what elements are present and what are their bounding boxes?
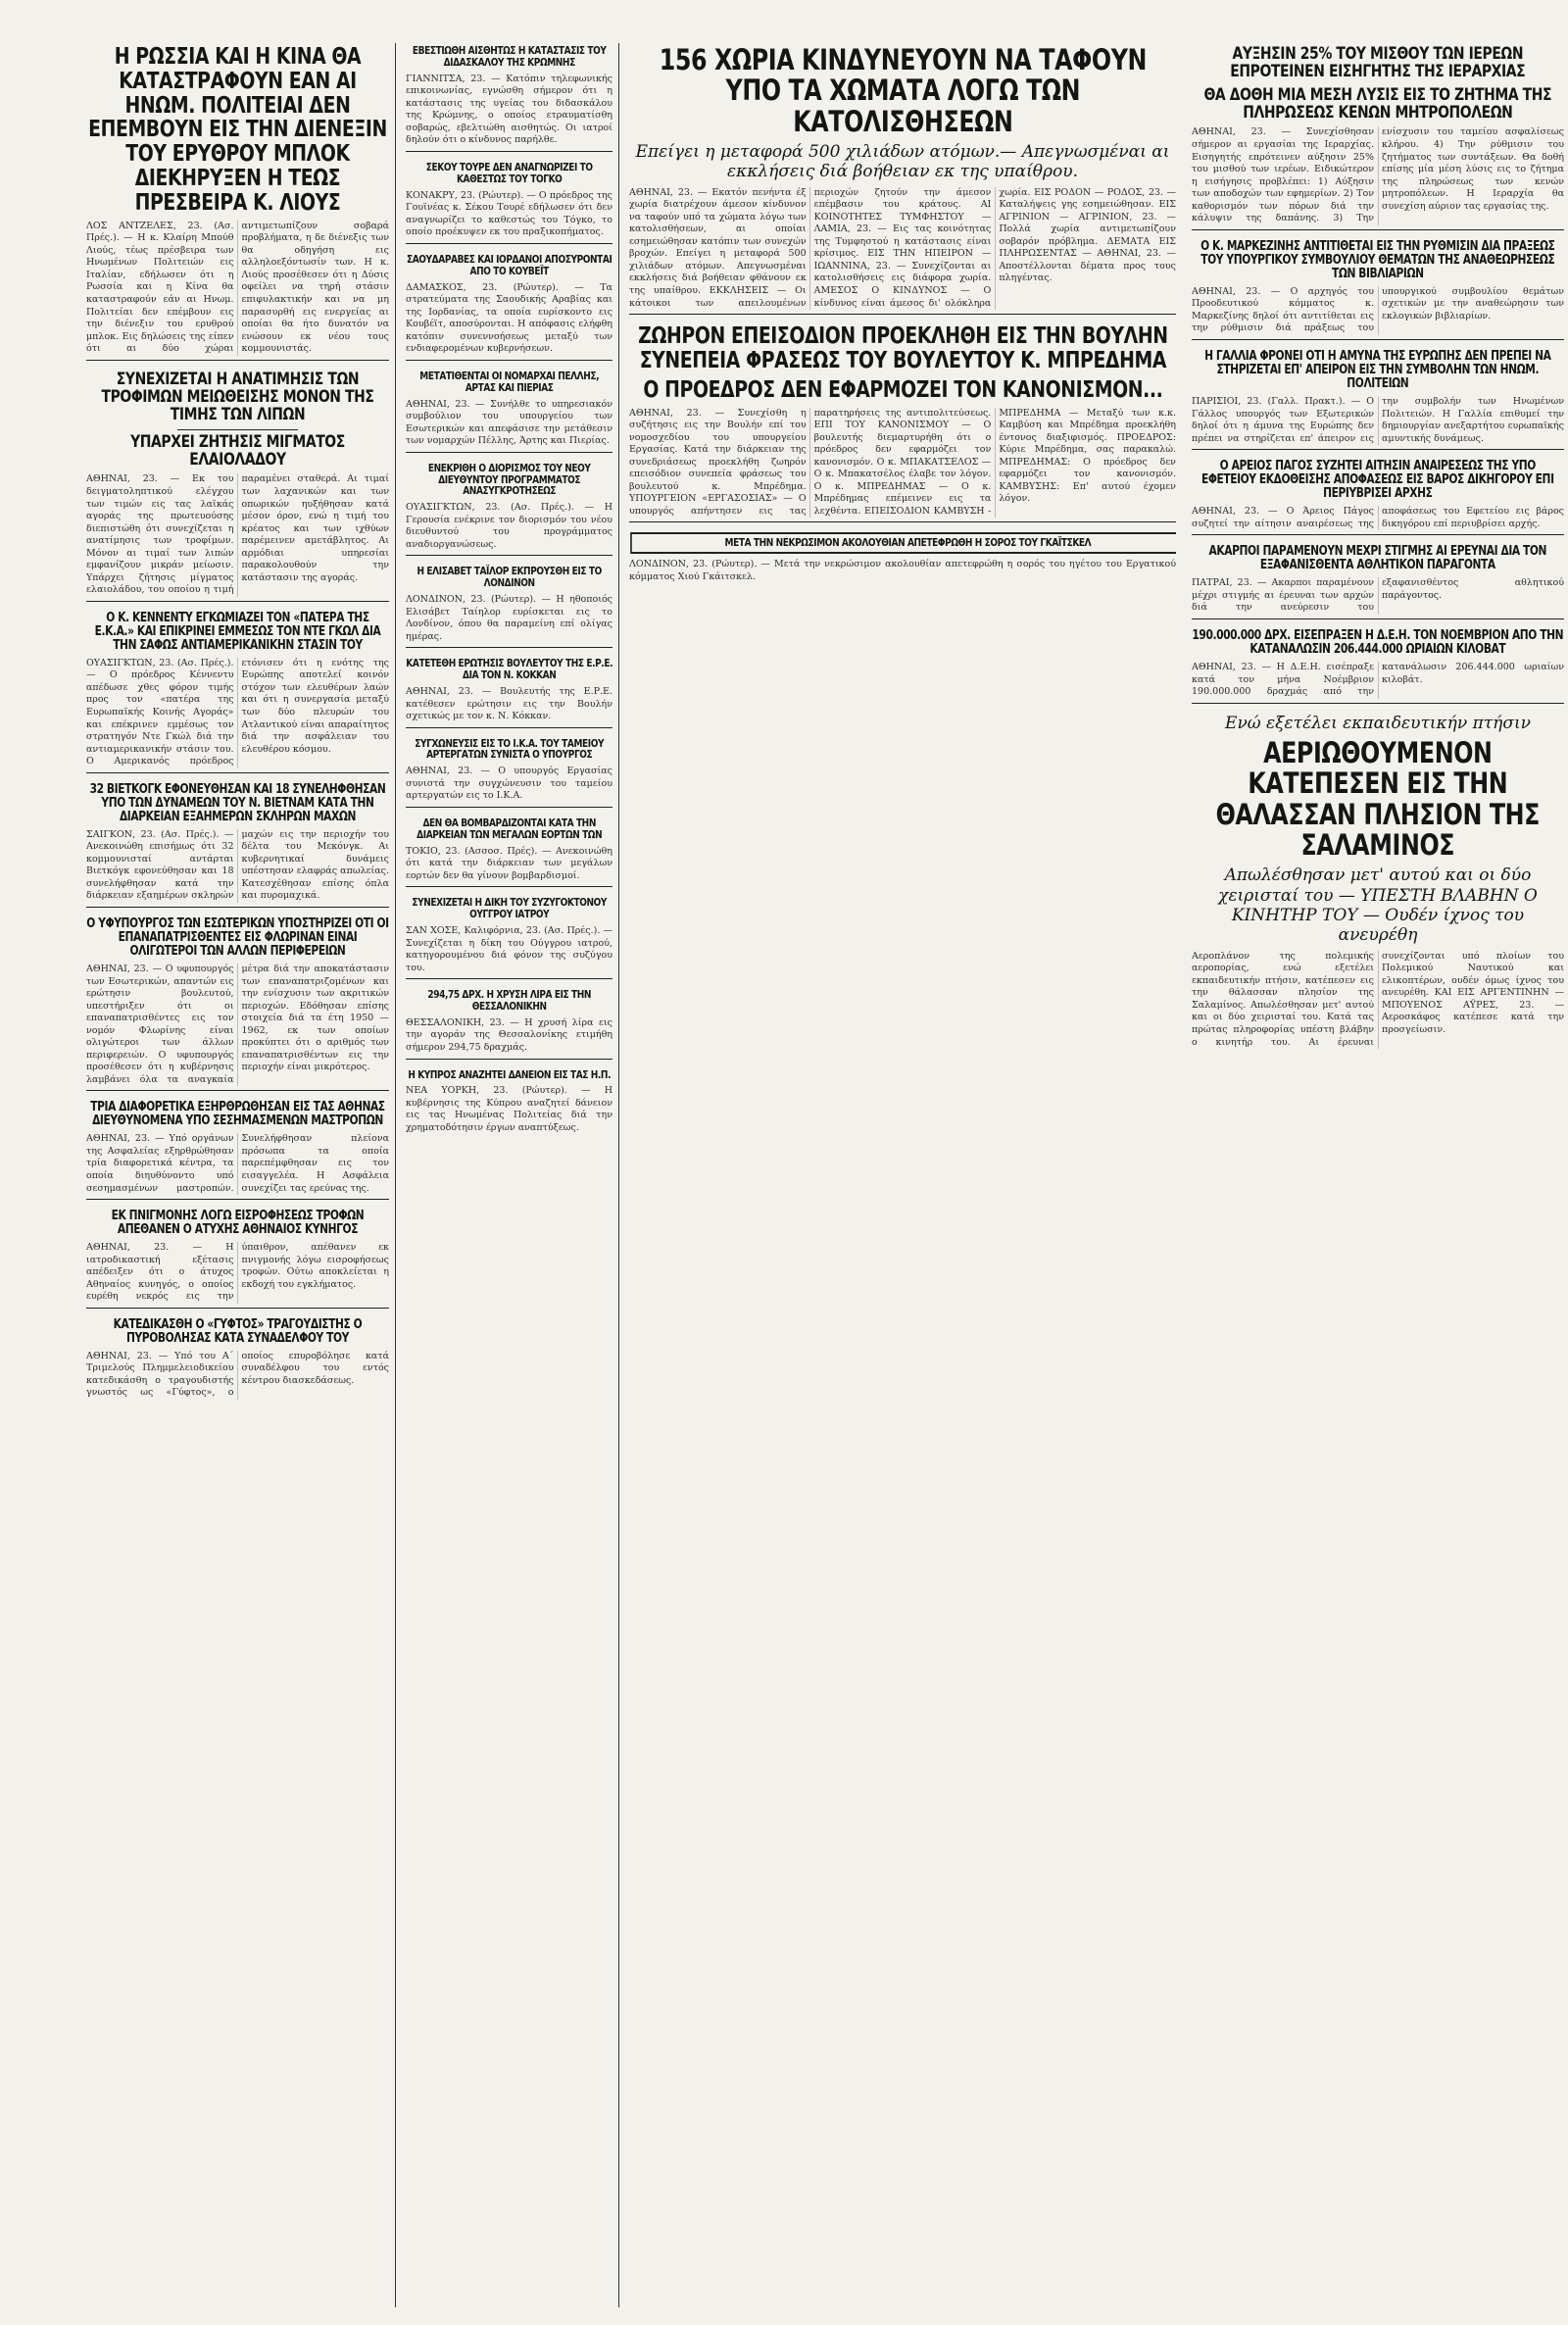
article-body: ΛΟΝΔΙΝΟΝ, 23. (Ρώυτερ). — Μετά την νεκρώσιμον ακολουθίαν απετεφρώθη η σορός του ηγέτου του Εργατικού κόμματος Χιού Γκάιτσκελ. <box>629 559 1176 582</box>
article-body: ΑΘΗΝΑΙ, 23. — Η ιατροδικαστική εξέτασις απέδειξεν ότι ο άτυχος Αθηναίος κυνηγός, ο οποίος ευρέθη νεκρός εις την ύπαιθρον, απέθανεν εκ πνιγμονής λόγω εισροφήσεως τροφών. Ούτω αποκλείεται η εκδοχή του εγκλήματος. <box>86 1242 389 1303</box>
article-body: ΠΑΤΡΑΙ, 23. — Ακαρποι παραμένουν μέχρι στιγμής αι έρευναι των αρχών διά την ανεύρεσιν του εξαφανισθέντος αθλητικού παράγοντος. <box>1192 577 1564 614</box>
article-body: ΑΘΗΝΑΙ, 23. — Βουλευτής της Ε.Ρ.Ε. κατέθεσεν ερώτησιν εις την Βουλήν σχετικώς με τον κ. Ν. Κόκκαν. <box>406 686 612 722</box>
article-gold <box>406 987 612 1059</box>
article-headline: ΖΩΗΡΟΝ ΕΠΕΙΣΟΔΙΟΝ ΠΡΟΕΚΛΗΘΗ ΕΙΣ ΤΗΝ ΒΟΥΛΗΝ ΣΥΝΕΠΕΙΑ ΦΡΑΣΕΩΣ ΤΟΥ ΒΟΥΛΕΥΤΟΥ Κ. ΜΠΡΕΔΗΜΑ <box>637 323 1168 373</box>
article-subhead: Επείγει η μεταφορά 500 χιλιάδων ατόμων.— Απεγνωσμέναι αι εκκλήσεις διά βοήθειαν εκ της υπαίθρου. <box>635 141 1170 182</box>
article-parliament <box>629 322 1176 522</box>
article-landslides <box>629 43 1176 315</box>
column-3 <box>623 43 1182 2307</box>
article-headline: 294,75 ΔΡΧ. Η ΧΡΥΣΗ ΛΙΡΑ ΕΙΣ ΤΗΝ ΘΕΣΣΑΛΟΝΙΚΗΝ <box>427 988 591 1014</box>
article-headline: ΣΥΓΧΩΝΕΥΣΙΣ ΕΙΣ ΤΟ Ι.Κ.Α. ΤΟΥ ΤΑΜΕΙΟΥ ΑΡΤΕΡΓΑΤΩΝ ΣΥΝΙΣΤΑ Ο ΥΠΟΥΡΓΟΣ <box>415 736 604 762</box>
article-body: ΔΑΜΑΣΚΟΣ, 23. (Ρώυτερ). — Τα στρατεύματα της Σαουδικής Αραβίας και της Ιορδανίας, τα οποία ευρίσκοντο εις Κουβέϊτ, αποσύρονται. Η απόφασις ελήφθη κατόπιν συνεννοήσεως μεταξύ των ενδιαφερομένων κυβερνήσεων. <box>406 281 612 355</box>
article-headline: ΜΕΤΑΤΙΘΕΝΤΑΙ ΟΙ ΝΟΜΑΡΧΑΙ ΠΕΛΛΗΣ, ΑΡΤΑΣ ΚΑΙ ΠΙΕΡΙΑΣ <box>419 369 599 394</box>
article-bombing <box>406 816 612 887</box>
article-headline: ΣΕΚΟΥ ΤΟΥΡΕ ΔΕΝ ΑΝΑΓΝΩΡΙΖΕΙ ΤΟ ΚΑΘΕΣΤΩΣ ΤΟΥ ΤΟΓΚΟ <box>425 160 593 185</box>
article-headline: ΜΕΤΑ ΤΗΝ ΝΕΚΡΩΣΙΜΟΝ ΑΚΟΛΟΥΘΙΑΝ ΑΠΕΤΕΦΡΩΘΗ Η ΣΟΡΟΣ ΤΟΥ ΓΚΑΪΤΣΚΕΛ <box>630 532 1176 554</box>
article-markezinis <box>1192 238 1564 340</box>
article-headline: Ο ΠΡΟΕΔΡΟΣ ΔΕΝ ΕΦΑΡΜΟΖΕΙ ΤΟΝ ΚΑΝΟΝΙΣΜΟΝ... <box>643 376 1162 403</box>
article-body: ΑΘΗΝΑΙ, 23. — Ο Άρειος Πάγος συζητεί την αίτησιν αναιρέσεως της αποφάσεως του Εφετείου εις βάρος δικηγόρου επί περιυβρίσει αρχής. <box>1192 506 1564 529</box>
article-body: ΑΘΗΝΑΙ, 23. — Εκατόν πενήντα έξ χωρία διατρέχουν άμεσον κίνδυνον να ταφούν υπό τα χώματα λόγω των κατολισθήσεων, αι οποίαι εσημειώθησαν κατόπιν των συνεχών βροχών. Επείγει η μεταφορά 500 χιλιάδων ατόμων. Απεγνωσμέναι εκκλήσεις διά βοήθειαν φθάνουν εκ της υπαίθρου. ΕΚΚΛΗΣΕΙΣ — Οι κάτοικοι των απειλουμένων περιοχών ζητούν την άμεσον επέμβασιν του κράτους. ΑΙ ΚΟΙΝΟΤΗΤΕΣ ΤΥΜΦΗΣΤΟΥ — ΛΑΜΙΑ, 23. — Εις τας κοινότητας της Τυμφηστού η κατάστασις είναι κρίσιμος. ΕΙΣ ΤΗΝ ΗΠΕΙΡΟΝ — ΙΩΑΝΝΙΝΑ, 23. — Συνεχίζονται αι κατολισθήσεις εις διάφορα χωρία. ΑΜΕΣΟΣ Ο ΚΙΝΔΥΝΟΣ — Ο κίνδυνος είναι άμεσος δι' ολόκληρα χωρία. ΕΙΣ ΡΟΔΟΝ — ΡΟΔΟΣ, 23. — Καταλήψεις γης εσημειώθησαν. ΕΙΣ ΑΓΡΙΝΙΟΝ — ΑΓΡΙΝΙΟΝ, 23. — Πολλά χωρία αντιμετωπίζουν σοβαρόν πρόβλημα. ΔΕΜΑΤΑ ΕΙΣ ΠΛΗΡΩΣΕΝΤΑΣ — ΑΘΗΝΑΙ, 23. — Αποστέλλονται δέματα προς τους πληγέντας. <box>629 186 1176 309</box>
article-headline: Ο ΥΦΥΠΟΥΡΓΟΣ ΤΩΝ ΕΣΩΤΕΡΙΚΩΝ ΥΠΟΣΤΗΡΙΖΕΙ ΟΤΙ ΟΙ ΕΠΑΝΑΠΑΤΡΙΣΘΕΝΤΕΣ ΕΙΣ ΦΛΩΡΙΝΑΝ ΕΙΝΑΙ ΟΛΙΓΩΤΕΡΟΙ ΤΩΝ ΑΛΛΩΝ ΠΕΡΙΦΕΡΕΙΩΝ <box>86 915 389 959</box>
article-body: ΘΕΣΣΑΛΟΝΙΚΗ, 23. — Η χρυσή λίρα εις την αγοράν της Θεσσαλονίκης ετιμήθη σήμερον 294,75 δραχμάς. <box>406 1016 612 1053</box>
article-headline: ΚΑΤΕΤΕΘΗ ΕΡΩΤΗΣΙΣ ΒΟΥΛΕΥΤΟΥ ΤΗΣ Ε.Ρ.Ε. ΔΙΑ ΤΟΝ Ν. ΚΟΚΚΑΝ <box>406 657 612 682</box>
column-2 <box>400 43 619 2307</box>
article-body: ΣΑΙΓΚΟΝ, 23. (Ασ. Πρές.). — Ανεκοινώθη επισήμως ότι 32 κομμουνισταί αντάρται Βιετκόγκ εφονεύθησαν και 18 συνελήφθησαν κατά την διάρκειαν εξαημέρων σκληρών μαχών εις την περιοχήν του δέλτα του Μεκόνγκ. Αι κυβερνητικαί δυνάμεις υπέστησαν ελαφράς απωλείας. Κατεσχέθησαν επίσης όπλα και πυρομαχικά. <box>86 828 389 902</box>
article-headline: ΑΥΞΗΣΙΝ 25% ΤΟΥ ΜΙΣΘΟΥ ΤΩΝ ΙΕΡΕΩΝ ΕΠΡΟΤΕΙΝΕΝ ΕΙΣΗΓΗΤΗΣ ΤΗΣ ΙΕΡΑΡΧΙΑΣ <box>1230 44 1526 82</box>
article-headline: 32 ΒΙΕΤΚΟΓΚ ΕΦΟΝΕΥΘΗΣΑΝ ΚΑΙ 18 ΣΥΝΕΛΗΦΘΗΣΑΝ ΥΠΟ ΤΩΝ ΔΥΝΑΜΕΩΝ ΤΟΥ Ν. ΒΙΕΤΝΑΜ ΚΑΤΑ ΤΗΝ ΔΙΑΡΚΕΙΑΝ ΕΞΑΗΜΕΡΩΝ ΣΚΛΗΡΩΝ ΜΑΧΩΝ <box>89 781 386 824</box>
divider <box>177 429 299 430</box>
article-kennedy <box>86 610 389 773</box>
article-taylor <box>406 564 612 648</box>
article-ika <box>406 736 612 808</box>
article-prefects <box>406 369 612 453</box>
article-body: ΑΘΗΝΑΙ, 23. — Συνεχίσθη η συζήτησις εις την Βουλήν επί του νομοσχεδίου του υπουργείου Εργασίας. Κατά την διάρκειαν της συνεδριάσεως προεκλήθη ζωηρόν επεισόδιον συνεπεία φράσεως του βουλευτού κ. Μπρέδημα. ΥΠΟΥΡΓΕΙΟΝ «ΕΡΓΑΣΟΣΙΑΣ» — Ο υπουργός απήντησεν εις τας παρατηρήσεις της αντιπολιτεύσεως. ΕΠΙ ΤΟΥ ΚΑΝΟΝΙΣΜΟΥ — Ο βουλευτής διεμαρτυρήθη ότι ο πρόεδρος δεν εφαρμόζει τον κανονισμόν. Ο κ. ΜΠΑΚΑΤΣΕΛΟΣ — Ο κ. Μπακατσέλος έλαβε τον λόγον. Ο κ. ΜΠΡΕΔΗΜΑΣ — Ο κ. Μπρέδημας επέμεινεν εις τα λεχθέντα. ΕΠΕΙΣΟΔΙΟΝ ΚΑΜΒΥΣΗ - ΜΠΡΕΔΗΜΑ — Μεταξύ των κ.κ. Καμβύση και Μπρέδημα προεκλήθη έντονος διαξιφισμός. ΠΡΟΕΔΡΟΣ: Κύριε Μπρέδημα, σας παρακαλώ. ΜΠΡΕΔΗΜΑΣ: Ο πρόεδρος δεν εφαρμόζει τον κανονισμόν. ΚΑΜΒΥΣΗΣ: Επ' αυτού έχομεν λόγον. <box>629 407 1176 517</box>
article-director <box>406 461 612 557</box>
article-dei <box>1192 627 1564 704</box>
article-body: ΑΘΗΝΑΙ, 23. — Συνήλθε το υπηρεσιακόν συμβούλιον του υπουργείου των Εσωτερικών και απεφάσισε την μετάθεσιν των νομαρχών Πέλλης, Άρτης και Πιερίας. <box>406 398 612 447</box>
article-areios-pagos <box>1192 458 1564 535</box>
article-body: ΤΟΚΙΟ, 23. (Ασσοσ. Πρές). — Ανεκοινώθη ότι κατά την διάρκειαν των μεγάλων εορτών δεν θα γίνουν βομβαρδισμοί. <box>406 845 612 881</box>
article-body: ΑΘΗΝΑΙ, 23. — Υπό οργάνων της Ασφαλείας εξηρθρώθησαν τρία διαφορετικά κέντρα, τα οποία διηυθύνοντο υπό σεσημασμένων μαστροπών. Συνελήφθησαν πλείονα πρόσωπα τα οποία παρεπέμφθησαν εις τον εισαγγελέα. Η Ασφάλεια συνεχίζει τας ερεύνας της. <box>86 1133 389 1194</box>
article-gaitskell <box>629 530 1176 587</box>
article-missing <box>1192 543 1564 619</box>
article-body: ΟΥΑΣΙΓΚΤΩΝ, 23. (Ασ. Πρές.). — Ο πρόεδρος Κέννεντυ απέδωσε χθες φόρον τιμής προς τον «πατέρα της Ευρωπαϊκής Κοινής Αγοράς» και επέκρινεν εμμέσως τον στρατηγόν Ντε Γκώλ διά την αντιαμερικανικήν στάσιν του. Ο Αμερικανός πρόεδρος ετόνισεν ότι η ενότης της Ευρώπης αποτελεί κοινόν στόχον των ελευθέρων λαών και ότι η συνεργασία μεταξύ των δύο πλευρών του Ατλαντικού είναι απαραίτητος διά την ασφάλειαν του ελευθέρου κόσμου. <box>86 657 389 767</box>
article-headline: Η ΓΑΛΛΙΑ ΦΡΟΝΕΙ ΟΤΙ Η ΑΜΥΝΑ ΤΗΣ ΕΥΡΩΠΗΣ ΔΕΝ ΠΡΕΠΕΙ ΝΑ ΣΤΗΡΙΖΕΤΑΙ ΕΠ' ΑΠΕΙΡΟΝ ΕΙΣ ΤΗΝ ΣΥΜΒΟΛΗΝ ΤΩΝ ΗΝΩΜ. ΠΟΛΙΤΕΙΩΝ <box>1204 348 1551 391</box>
article-body: ΝΕΑ ΥΟΡΚΗ, 23. (Ρώυτερ). — Η κυβέρνησις της Κύπρου αναζητεί δάνειον εις τας Ηνωμένας Πολιτείας διά την χρηματοδότησιν έργων αναπτύξεως. <box>406 1085 612 1133</box>
article-kuwait <box>406 252 612 361</box>
article-headline: Η ΕΛΙΣΑΒΕΤ ΤΑΪΛΟΡ ΕΚΠΡΟΥΣΘΗ ΕΙΣ ΤΟ ΛΟΝΔΙΝΟΝ <box>416 565 602 590</box>
article-body: ΠΑΡΙΣΙΟΙ, 23. (Γαλλ. Πρακτ.). — Ο Γάλλος υπουργός των Εξωτερικών δηλοί ότι η άμυνα της Ευρώπης δεν πρέπει να στηρίζεται επ' άπειρον εις την συμβολήν των Ηνωμένων Πολιτειών. Η Γαλλία επιθυμεί την δημιουργίαν ανεξαρτήτου ευρωπαϊκής αμυντικής δυνάμεως. <box>1192 396 1564 444</box>
article-trial <box>406 895 612 979</box>
article-body: ΣΑΝ ΧΟΣΕ, Καλιφόρνια, 23. (Ασ. Πρές.). — Συνεχίζεται η δίκη του Ούγγρου ιατρού, κατηγορουμένου διά φόνον της συζύγου του. <box>406 925 612 973</box>
article-headline: Η ΡΩΣΣΙΑ ΚΑΙ Η ΚΙΝΑ ΘΑ ΚΑΤΑΣΤΡΑΦΟΥΝ ΕΑΝ ΑΙ ΗΝΩΜ. ΠΟΛΙΤΕΙΑΙ ΔΕΝ ΕΠΕΜΒΟΥΝ ΕΙΣ ΤΗΝ ΔΙΕΝΕΞΙΝ ΤΟΥ ΕΡΥΘΡΟΥ ΜΠΛΟΚ ΔΙΕΚΗΡΥΞΕΝ Η ΤΕΩΣ ΠΡΕΣΒΕΙΡΑ Κ. ΛΙΟΥΣ <box>88 44 387 216</box>
article-priests <box>1192 43 1564 230</box>
article-food-prices <box>86 369 389 602</box>
article-body: ΑΘΗΝΑΙ, 23. — Ο αρχηγός του Προοδευτικού κόμματος κ. Μαρκεζίνης δηλοί ότι αντιτίθεται εις την ρύθμισιν διά πράξεως του υπουργικού συμβουλίου θεμάτων σχετικών με την αναθεώρησιν των εκλογικών βιβλιαρίων. <box>1192 285 1564 334</box>
article-headline: Ο Κ. ΚΕΝΝΕΝΤΥ ΕΓΚΩΜΙΑΖΕΙ ΤΟΝ «ΠΑΤΕΡΑ ΤΗΣ Ε.Κ.Α.» ΚΑΙ ΕΠΙΚΡΙΝΕΙ ΕΜΜΕΣΩΣ ΤΟΝ ΝΤΕ ΓΚΩΛ ΔΙΑ ΤΗΝ ΣΑΦΩΣ ΑΝΤΙΑΜΕΡΙΚΑΝΙΚΗΝ ΣΤΑΣΙΝ ΤΟΥ <box>94 610 381 653</box>
article-body: ΑΘΗΝΑΙ, 23. — Υπό του Α΄ Τριμελούς Πλημμελειοδικείου κατεδικάσθη ο τραγουδιστής γνωστός ως «Γύφτος», ο οποίος επυροβόλησε κατά συναδέλφου του εντός κέντρου διασκεδάσεως. <box>86 1350 389 1399</box>
article-cyprus <box>406 1067 612 1139</box>
article-florina <box>86 915 389 1091</box>
article-headline: ΘΑ ΔΟΘΗ ΜΙΑ ΜΕΣΗ ΛΥΣΙΣ ΕΙΣ ΤΟ ΖΗΤΗΜΑ ΤΗΣ ΠΛΗΡΩΣΕΩΣ ΚΕΝΩΝ ΜΗΤΡΟΠΟΛΕΩΝ <box>1203 84 1552 124</box>
article-body: ΑΘΗΝΑΙ, 23. — Ο υφυπουργός των Εσωτερικών, απαντών εις ερώτησιν βουλευτού, υπεστήριξεν ότι οι επαναπατρισθέντες εις τον νομόν Φλωρίνης είναι ολιγώτεροι των άλλων περιφερειών. Ο υφυπουργός προσέθεσεν ότι η κυβέρνησις λαμβάνει όλα τα αναγκαία μέτρα διά την αποκατάστασιν των επαναπατριζομένων και την ενίσχυσιν των ακριτικών περιοχών. Εδόθησαν επίσης στοιχεία διά τα έτη 1950 — 1962, εκ των οποίων προκύπτει ότι ο αριθμός των επαναπατρισθέντων εις την περιοχήν είναι μικρότερος. <box>86 964 389 1085</box>
article-body: ΟΥΑΣΙΓΚΤΩΝ, 23. (Ασ. Πρές.). — Η Γερουσία ενέκρινε τον διορισμόν του νέου διευθυντού του προγράμματος αναδιοργανώσεως. <box>406 502 612 550</box>
article-singer <box>86 1316 389 1404</box>
article-russia-china <box>86 43 389 361</box>
article-body: Αεροπλάνον της πολεμικής αεροπορίας, ενώ εξετέλει εκπαιδευτικήν πτήσιν, κατέπεσεν εις την θάλασσαν πλησίον της Σαλαμίνος. Απωλέσθησαν μετ' αυτού και οι δύο χειρισταί του. Κατά τας πρώτας πληροφορίας υπέστη βλάβην ο κινητήρ του. Αι έρευναι συνεχίζονται υπό πλοίων του Πολεμικού Ναυτικού και ελικοπτέρων, ουδέν όμως ίχνος του ανευρέθη. ΚΑΙ ΕΙΣ ΑΡΓΕΝΤΙΝΗΝ — ΜΠΟΥΕΝΟΣ ΑΫΡΕΣ, 23. — Αεροσκάφος κατέπεσε κατά την προσγείωσιν. <box>1192 950 1564 1048</box>
article-body: ΛΟΝΔΙΝΟΝ, 23. (Ρώυτερ). — Η ηθοποιός Ελισάβετ Ταίηλορ ευρίσκεται εις το Λονδίνον, όπου θα παραμείνη επί ολίγας ημέρας. <box>406 594 612 642</box>
article-teacher <box>406 43 612 152</box>
article-body: ΑΘΗΝΑΙ, 23. — Εκ του δειγματοληπτικού ελέγχου των τιμών εις τας λαϊκάς αγοράς της πρωτευούσης διεπιστώθη ότι συνεχίζεται η ανατίμησις των τροφίμων. Μόνον αι τιμαί των λιπών εμφανίζουν μικράν μείωσιν. Υπάρχει ζήτησις μίγματος ελαιολάδου, του οποίου η τιμή παραμένει σταθερά. Αι τιμαί των λαχανικών και των οπωρικών ηυξήθησαν κατά μέσον όρον, ενώ η τιμή του κρέατος και των ιχθύων παρέμεινεν αμετάβλητος. Αι αρμόδιαι υπηρεσίαι παρακολουθούν την κατάστασιν της αγοράς. <box>86 473 389 596</box>
article-body: ΓΙΑΝΝΙΤΣΑ, 23. — Κατόπιν τηλεφωνικής επικοινωνίας, εγνώσθη σήμερον ότι η κατάστασις της υγείας του διδασκάλου της Κρώμνης, ο οποίος ετραυματίσθη σοβαρώς, εβελτιώθη αισθητώς. Οι ιατροί δηλούν ότι ο κίνδυνος παρήλθε. <box>406 73 612 146</box>
article-body: ΑΘΗΝΑΙ, 23. — Ο υπουργός Εργασίας συνιστά την συγχώνευσιν του ταμείου αρτεργατών εις το Ι.Κ.Α. <box>406 766 612 802</box>
article-headline: ΑΚΑΡΠΟΙ ΠΑΡΑΜΕΝΟΥΝ ΜΕΧΡΙ ΣΤΙΓΜΗΣ ΑΙ ΕΡΕΥΝΑΙ ΔΙΑ ΤΟΝ ΕΞΑΦΑΝΙΣΘΕΝΤΑ ΑΘΛΗΤΙΚΟΝ ΠΑΡΑΓΟΝΤΑ <box>1208 544 1547 573</box>
article-headline: Η ΚΥΠΡΟΣ ΑΝΑΖΗΤΕΙ ΔΑΝΕΙΟΝ ΕΙΣ ΤΑΣ Η.Π. <box>408 1067 611 1081</box>
article-hunter <box>86 1208 389 1309</box>
article-headline: ΑΕΡΙΩΘΟΥΜΕΝΟΝ ΚΑΤΕΠΕΣΕΝ ΕΙΣ ΤΗΝ ΘΑΛΑΣΣΑΝ ΠΛΗΣΙΟΝ ΤΗΣ ΣΑΛΑΜΙΝΟΣ <box>1215 735 1541 862</box>
article-athens-raid <box>86 1099 389 1200</box>
article-headline: ΚΑΤΕΔΙΚΑΣΘΗ Ο «ΓΥΦΤΟΣ» ΤΡΑΓΟΥΔΙΣΤΗΣ Ο ΠΥΡΟΒΟΛΗΣΑΣ ΚΑΤΑ ΣΥΝΑΔΕΛΦΟΥ ΤΟΥ <box>113 1316 363 1346</box>
article-headline: 156 ΧΩΡΙΑ ΚΙΝΔΥΝΕΥΟΥΝ ΝΑ ΤΑΦΟΥΝ ΥΠΟ ΤΑ ΧΩΜΑΤΑ ΛΟΓΩ ΤΩΝ ΚΑΤΟΛΙΣΘΗΣΕΩΝ <box>659 43 1147 138</box>
article-body: ΑΘΗΝΑΙ, 23. — Η Δ.Ε.Η. εισέπραξε κατά τον μήνα Νοέμβριον 190.000.000 δραχμάς από την κατανάλωσιν 206.444.000 ωριαίων κιλοβάτ. <box>1192 662 1564 698</box>
article-france <box>1192 348 1564 450</box>
article-headline: ΕΚ ΠΝΙΓΜΟΝΗΣ ΛΟΓΩ ΕΙΣΡΟΦΗΣΕΩΣ ΤΡΟΦΩΝ ΑΠΕΘΑΝΕΝ Ο ΑΤΥΧΗΣ ΑΘΗΝΑΙΟΣ ΚΥΝΗΓΟΣ <box>111 1209 365 1238</box>
article-kokkas <box>406 656 612 727</box>
article-body: ΛΟΣ ΑΝΤΖΕΛΕΣ, 23. (Ασ. Πρές.). — Η κ. Κλαίρη Μπούθ Λιούς, τέως πρέσβειρα των Ηνωμένων Πολιτειών εις Ιταλίαν, εδήλωσεν ότι η Ρωσσία και η Κίνα θα καταστραφούν εάν αι Ηνωμ. Πολιτείαι δεν επέμβουν εις την διένεξιν του ερυθρού μπλοκ. Εις δηλώσεις της είπεν ότι αι δύο χώραι αντιμετωπίζουν σοβαρά προβλήματα, η δε διένεξις των θα οδηγήση εις αλληλοεξόντωσίν των. Η κ. Λιούς προσέθεσεν ότι η Δύσις οφείλει να τηρή στάσιν επιφυλακτικήν και να μη παρασυρθή εις ενεργείας αι οποίαι θα ήτο δυνατόν να ενώσουν εκ νέου τους κομμουνιστάς. <box>86 220 389 355</box>
article-headline: ΔΕΝ ΘΑ ΒΟΜΒΑΡΔΙΖΟΝΤΑΙ ΚΑΤΑ ΤΗΝ ΔΙΑΡΚΕΙΑΝ ΤΩΝ ΜΕΓΑΛΩΝ ΕΟΡΤΩΝ ΤΩΝ <box>416 816 603 841</box>
article-jet-crash <box>1192 712 1564 1053</box>
article-body: ΑΘΗΝΑΙ, 23. — Συνεχίσθησαν σήμερον αι εργασίαι της Ιεραρχίας. Εισηγητής επρότεινεν αύξησιν 25% του μισθού των ιερέων. Ειδικώτερον η εισήγησις προβλέπει: 1) Αύξησιν των αποδοχών των εφημερίων. 2) Τον καθορισμόν των πόρων διά την κάλυψιν της δαπάνης. 3) Την ενίσχυσιν του ταμείου ασφαλίσεως κλήρου. 4) Την ρύθμισιν του ζητήματος των συντάξεων. Θα δοθή επίσης μία μέση λύσις εις το ζήτημα της πληρώσεως των κενών μητροπόλεων. Η Ιεραρχία θα συνεχίση αύριον τας εργασίας της. <box>1192 126 1564 224</box>
article-headline: ΕΒΕΣΤΙΩΘΗ ΑΙΣΘΗΤΩΣ Η ΚΑΤΑΣΤΑΣΙΣ ΤΟΥ ΔΙΔΑΣΚΑΛΟΥ ΤΗΣ ΚΡΩΜΝΗΣ <box>412 44 607 69</box>
column-4 <box>1186 43 1568 2307</box>
article-headline: Ο ΑΡΕΙΟΣ ΠΑΓΟΣ ΣΥΖΗΤΕΙ ΑΙΤΗΣΙΝ ΑΝΑΙΡΕΣΕΩΣ ΤΗΣ ΥΠΟ ΕΦΕΤΕΙΟΥ ΕΚΔΟΘΕΙΣΗΣ ΑΠΟΦΑΣΕΩΣ ΕΙΣ ΒΑΡΟΣ ΔΙΚΗΓΟΡΟΥ ΕΠΙ ΠΕΡΙΥΒΡΙΣΕΙ ΑΡΧΗΣ <box>1201 459 1554 502</box>
article-kicker: Ενώ εξετέλει εκπαιδευτικήν πτήσιν <box>1225 713 1531 733</box>
article-vietcong <box>86 781 389 908</box>
article-headline: ΣΥΝΕΧΙΖΕΤΑΙ Η ΔΙΚΗ ΤΟΥ ΣΥΖΥΓΟΚΤΟΝΟΥ ΟΥΓΓΡΟΥ ΙΑΤΡΟΥ <box>412 896 607 921</box>
article-body: ΚΟΝΑΚΡΥ, 23. (Ρώυτερ). — Ο πρόεδρος της Γουϊνέας κ. Σέκου Τουρέ εδήλωσεν ότι δεν αναγνωρίζει το καθεστώς του Τόγκο, το οποίο προέκυψεν εκ του πραξικοπήματος. <box>406 189 612 238</box>
article-headline: 190.000.000 ΔΡΧ. ΕΙΣΕΠΡΑΞΕΝ Η Δ.Ε.Η. ΤΟΝ ΝΟΕΜΒΡΙΟΝ ΑΠΟ ΤΗΝ ΚΑΤΑΝΑΛΩΣΙΝ 206.444.000 ΩΡΙΑΙΩΝ ΚΙΛΟΒΑΤ <box>1192 627 1564 657</box>
article-headline: Ο Κ. ΜΑΡΚΕΖΙΝΗΣ ΑΝΤΙΤΙΘΕΤΑΙ ΕΙΣ ΤΗΝ ΡΥΘΜΙΣΙΝ ΔΙΑ ΠΡΑΞΕΩΣ ΤΟΥ ΥΠΟΥΡΓΙΚΟΥ ΣΥΜΒΟΥΛΙΟΥ ΘΕΜΑΤΩΝ ΤΗΣ ΑΝΑΘΕΩΡΗΣΕΩΣ ΤΩΝ ΒΙΒΛΙΑΡΙΩΝ <box>1200 238 1555 281</box>
article-headline: ΣΑΟΥΔΑΡΑΒΕΣ ΚΑΙ ΙΟΡΔΑΝΟΙ ΑΠΟΣΥΡΟΝΤΑΙ ΑΠΟ ΤΟ ΚΟΥΒΕΪΤ <box>406 252 612 277</box>
column-1 <box>80 43 396 2307</box>
article-headline: ΣΥΝΕΧΙΖΕΤΑΙ Η ΑΝΑΤΙΜΗΣΙΣ ΤΩΝ ΤΡΟΦΙΜΩΝ ΜΕΙΩΘΕΙΣΗΣ ΜΟΝΟΝ ΤΗΣ ΤΙΜΗΣ ΤΩΝ ΛΙΠΩΝ <box>101 369 374 425</box>
article-subhead: Απωλέσθησαν μετ' αυτού και οι δύο χειρισταί του — ΥΠΕΣΤΗ ΒΛΑΒΗΝ Ο ΚΙΝΗΤΗΡ ΤΟΥ — Ουδέν ίχνος του ανευρέθη <box>1218 866 1538 946</box>
article-headline: ΕΝΕΚΡΙΘΗ Ο ΔΙΟΡΙΣΜΟΣ ΤΟΥ ΝΕΟΥ ΔΙΕΥΘΥΝΤΟΥ ΠΡΟΓΡΑΜΜΑΤΟΣ ΑΝΑΣΥΓΚΡΟΤΗΣΕΩΣ <box>427 461 591 498</box>
article-headline: ΥΠΑΡΧΕΙ ΖΗΤΗΣΙΣ ΜΙΓΜΑΤΟΣ ΕΛΑΙΟΛΑΔΟΥ <box>130 431 345 470</box>
article-togo <box>406 160 612 244</box>
article-headline: ΤΡΙΑ ΔΙΑΦΟΡΕΤΙΚΑ ΕΞΗΡΘΡΩΘΗΣΑΝ ΕΙΣ ΤΑΣ ΑΘΗΝΑΣ ΔΙΕΥΘΥΝΟΜΕΝΑ ΥΠΟ ΣΕΣΗΜΑΣΜΕΝΩΝ ΜΑΣΤΡΟΠΩΝ <box>90 1100 385 1129</box>
